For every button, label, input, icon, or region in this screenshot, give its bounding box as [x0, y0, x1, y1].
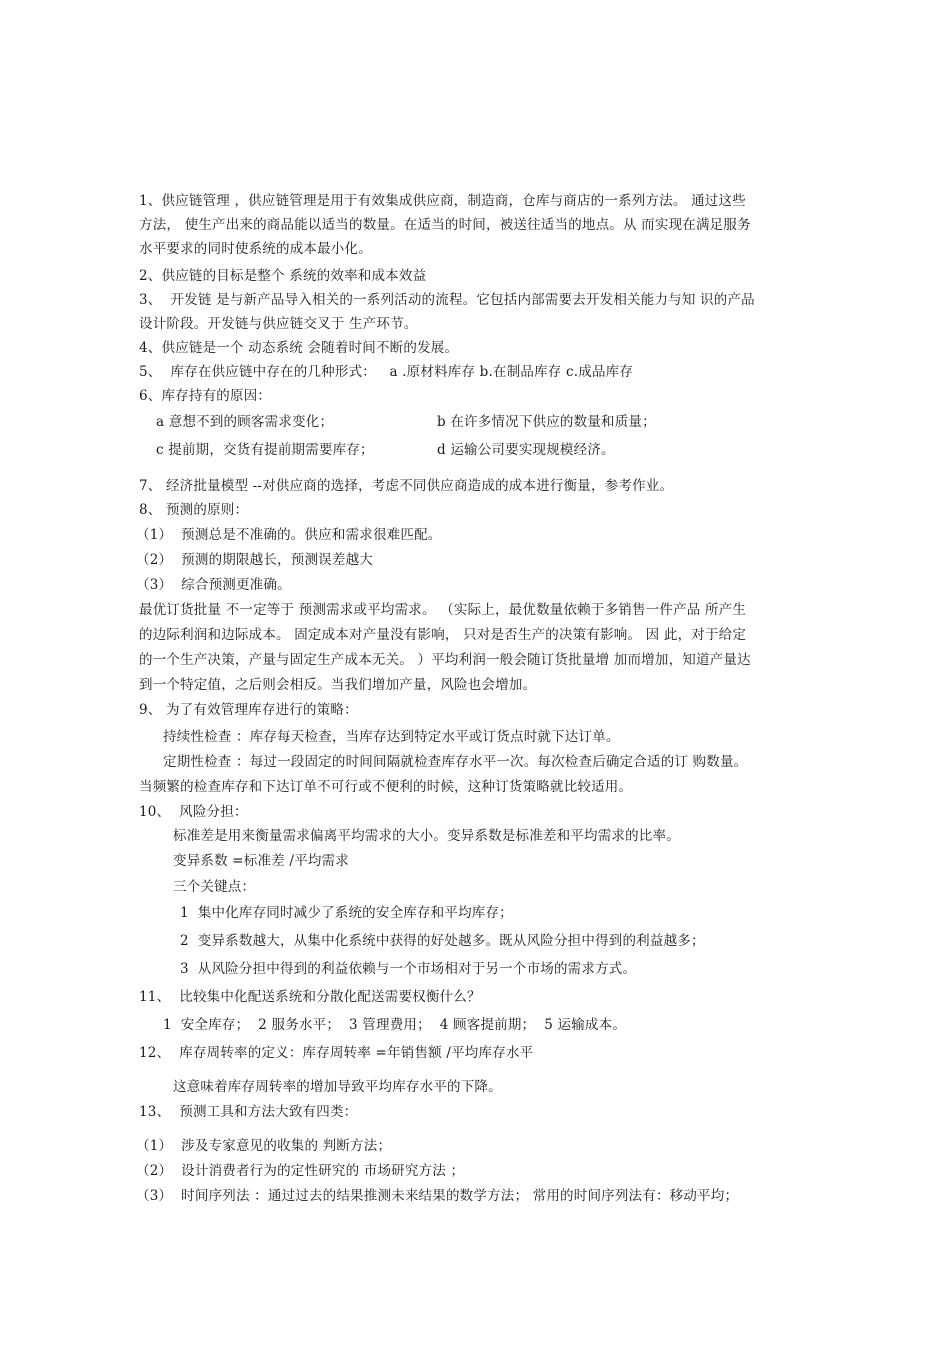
text-line: 设计阶段。开发链与供应链交叉于 生产环节。 — [139, 316, 418, 332]
text-line: 的边际利润和边际成本。 固定成本对产量没有影响， 只对是否生产的决策有影响。 因 此，对于给定 — [139, 627, 747, 643]
text-line: 6、库存持有的原因： — [139, 388, 272, 404]
text-line: 3、 开发链 是与新产品导入相关的一系列活动的流程。它包括内部需要去开发相关能力与知 识的产品 — [139, 292, 755, 308]
text-line: （3） 时间序列法 ：通过过去的结果推测未来结果的数学方法； 常用的时间序列法有：移动平均； — [136, 1188, 739, 1204]
text-line: 5、 库存在供应链中存在的几种形式： a .原材料库存 b.在制品库存 c.成品库存 — [139, 364, 634, 380]
text-line: （2） 预测的期限越长，预测误差越大 — [136, 552, 373, 568]
text-line: 1 安全库存； 2 服务水平； 3 管理费用； 4 顾客提前期； 5 运输成本。 — [163, 1017, 627, 1033]
text-line: 这意味着库存周转率的增加导致平均库存水平的下降。 — [173, 1079, 502, 1095]
text-line: 变异系数 =标准差 /平均需求 — [173, 853, 349, 869]
text-line: 10、 风险分担： — [139, 804, 248, 820]
text-line: （1） 涉及专家意见的收集的 判断方法； — [136, 1138, 392, 1154]
text-line: 方法， 使生产出来的商品能以适当的数量。在适当的时间，被送往适当的地点。从 而实现在满足服务 — [139, 217, 751, 233]
text-line: 水平要求的同时使系统的成本最小化。 — [139, 241, 372, 257]
text-line: （2） 设计消费者行为的定性研究的 市场研究方法 ； — [136, 1163, 465, 1179]
text-line: 8、 预测的原则： — [139, 502, 249, 518]
text-line: c 提前期，交货有提前期需要库存； — [156, 442, 374, 458]
text-line: 最优订货批量 不一定等于 预测需求或平均需求。 （实际上，最优数量依赖于多销售一件产品 所产生 — [139, 602, 747, 618]
text-line: 持续性检查 ：库存每天检查，当库存达到特定水平或订货点时就下达订单。 — [163, 729, 620, 745]
text-line: 1、供应链管理 ，供应链管理是用于有效集成供应商，制造商，仓库与商店的一系列方法。 通过这些 — [139, 193, 746, 209]
text-line: 2、供应链的目标是整个 系统的效率和成本效益 — [139, 268, 427, 284]
text-line: 三个关键点： — [173, 879, 256, 895]
text-line: 1 集中化库存同时减少了系统的安全库存和平均库存； — [180, 905, 513, 921]
text-line: 4、供应链是一个 动态系统 会随着时间不断的发展。 — [139, 340, 459, 356]
text-line: d 运输公司要实现规模经济。 — [437, 442, 615, 458]
text-line: 到一个特定值，之后则会相反。当我们增加产量，风险也会增加。 — [139, 677, 537, 693]
text-line: a 意想不到的顾客需求变化； — [156, 414, 334, 430]
text-line: 当频繁的检查库存和下达订单不可行或不便利的时候，这种订货策略就比较适用。 — [139, 779, 633, 795]
text-line: 定期性检查 ：每过一段固定的时间间隔就检查库存水平一次。每次检查后确定合适的订 购数量。 — [163, 754, 748, 770]
text-line: 2 变异系数越大，从集中化系统中获得的好处越多。既从风险分担中得到的利益越多； — [180, 933, 705, 949]
text-line: （1） 预测总是不准确的。供应和需求很难匹配。 — [136, 527, 442, 543]
text-line: b 在许多情况下供应的数量和质量； — [437, 414, 656, 430]
text-line: 标准差是用来衡量需求偏离平均需求的大小。变异系数是标准差和平均需求的比率。 — [173, 828, 680, 844]
text-line: 13、 预测工具和方法大致有四类： — [139, 1104, 358, 1120]
text-line: 7、 经济批量模型 --对供应商的选择，考虑不同供应商造成的成本进行衡量，参考作业。 — [139, 478, 674, 494]
text-line: （3） 综合预测更准确。 — [136, 577, 291, 593]
text-line: 9、 为了有效管理库存进行的策略： — [139, 702, 358, 718]
text-line: 12、 库存周转率的定义：库存周转率 =年销售额 /平均库存水平 — [139, 1045, 534, 1061]
text-line: 11、 比较集中化配送系统和分散化配送需要权衡什么？ — [139, 989, 481, 1005]
text-line: 3 从风险分担中得到的利益依赖与一个市场相对于另一个市场的需求方式。 — [180, 961, 637, 977]
text-line: 的一个生产决策，产量与固定生产成本无关。 ）平均利润一般会随订货批量增 加而增加，知道产量达 — [139, 652, 751, 668]
